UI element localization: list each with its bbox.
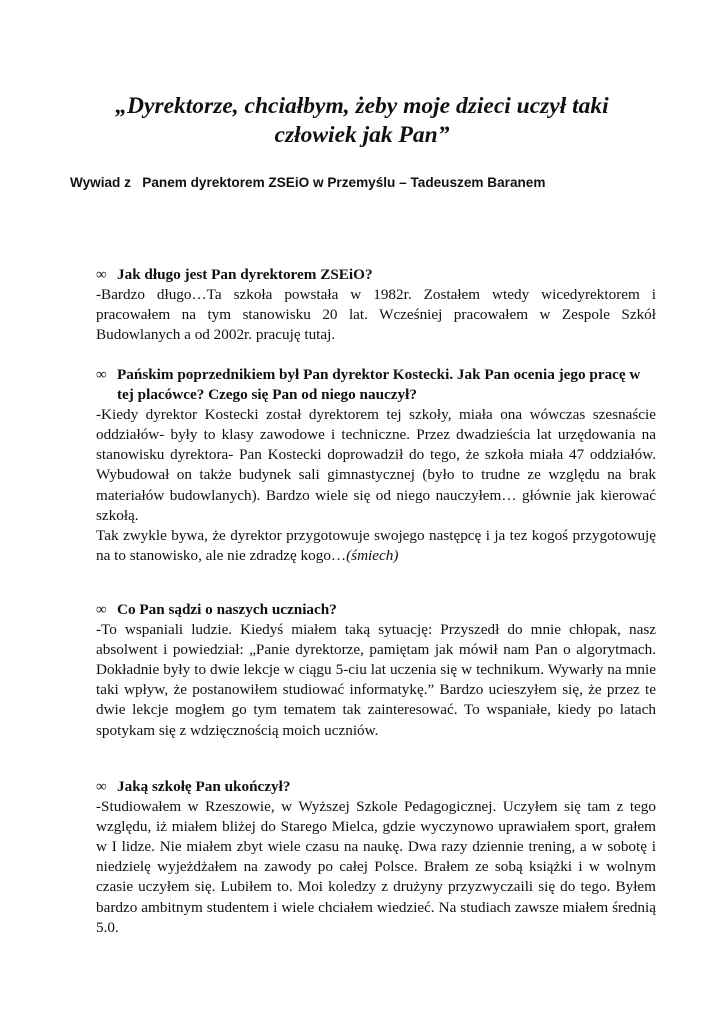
answer-4: -Studiowałem w Rzeszowie, w Wyższej Szkole Pedagogicznej. Uczyłem się tam z tego względu, iż miałem bliżej do Starego Mielca, gdzie wyczynowo uprawiałem sport, grałem w I lidze. Nie miałem zbyt wiele czasu na naukę. Dwa razy dziennie trening, a w sobotę i niedzielę wyjeżdżałem na zawody po całej Polsce. Brałem ze sobą książki i w wolnym czasie uczyłem się. Lubiłem to. Moi koledzy z drużyny przyzwyczaili się do tego. Byłem bardzo ambitnym studentem i wiele chciałem wiedzieć. Na studiach zawsze miałem średnią 5.0. bbox=[96, 798, 656, 936]
title-line-1: „Dyrektorze, chciałbym, żeby moje dzieci uczył taki bbox=[115, 93, 609, 119]
infinity-bullet-icon: ∞ bbox=[96, 266, 107, 283]
question-1 bbox=[96, 265, 656, 285]
question-2-text: Pańskim poprzednikiem był Pan dyrektor Kostecki. Jak Pan ocenia jego pracę w tej placówce? Czego się Pan od niego nauczył? bbox=[117, 366, 641, 404]
title-line-2: człowiek jak Pan” bbox=[274, 122, 450, 148]
laugh-note: (śmiech) bbox=[346, 546, 399, 564]
interview-title bbox=[60, 92, 664, 150]
qa-section-3 bbox=[96, 600, 656, 741]
answer-1: -Bardzo długo…Ta szkoła powstała w 1982r. Zostałem wtedy wicedyrektorem i pracowałem na tym stanowisku 20 lat. Wcześniej pracowałem w Zespole Szkół Budowlanych a od 2002r. pracuję tutaj. bbox=[96, 286, 656, 344]
question-3-text: Co Pan sądzi o naszych uczniach? bbox=[117, 601, 337, 618]
infinity-bullet-icon: ∞ bbox=[96, 601, 107, 618]
qa-section-2 bbox=[96, 365, 656, 566]
question-2 bbox=[96, 365, 656, 405]
infinity-bullet-icon: ∞ bbox=[96, 366, 107, 383]
question-4-text: Jaką szkołę Pan ukończył? bbox=[117, 778, 291, 795]
interview-subtitle: Wywiad z Panem dyrektorem ZSEiO w Przemyślu – Tadeuszem Baranem bbox=[70, 175, 546, 190]
answer-2: -Kiedy dyrektor Kostecki został dyrektorem tej szkoły, miała ona wówczas szesnaście oddziałów- były to klasy zawodowe i techniczne. Przez dwadzieścia lat urzędowania na stanowisku dyrektora- Pan Kostecki doprowadził do tego, że szkoła miała 47 oddziałów. Wybudował on także budynek sali gimnastycznej (było to trudne ze względu na brak materiałów budowlanych). Bardzo wiele się od niego nauczyłem… głównie jak kierować szkołą. bbox=[96, 406, 656, 524]
question-3 bbox=[96, 600, 656, 620]
qa-section-1 bbox=[96, 265, 656, 345]
question-1-text: Jak długo jest Pan dyrektorem ZSEiO? bbox=[117, 266, 373, 283]
infinity-bullet-icon: ∞ bbox=[96, 778, 107, 795]
qa-section-4 bbox=[96, 777, 656, 938]
answer-3: -To wspaniali ludzie. Kiedyś miałem taką sytuację: Przyszedł do mnie chłopak, nasz absolwent i powiedział: „Panie dyrektorze, pamiętam jak mówił nam Pan o algorytmach. Dokładnie były to dwie lekcje w ciągu 5-ciu lat uczenia się w technikum. Wywarły na mnie taki wpływ, że postanowiłem studiować informatykę.” Bardzo ucieszyłem się, że przez te dwie lekcje mogłem go tym tematem tak zainteresować. To wspaniałe, kiedy po latach spotykam się z wdzięcznością moich uczniów. bbox=[96, 621, 656, 739]
answer-2-continued bbox=[96, 526, 656, 566]
answer-2-continued-text: Tak zwykle bywa, że dyrektor przygotowuje swojego następcę i ja tez kogoś przygotowuję na to stanowisko, ale nie zdradzę kogo… bbox=[96, 526, 656, 564]
question-4 bbox=[96, 777, 656, 797]
